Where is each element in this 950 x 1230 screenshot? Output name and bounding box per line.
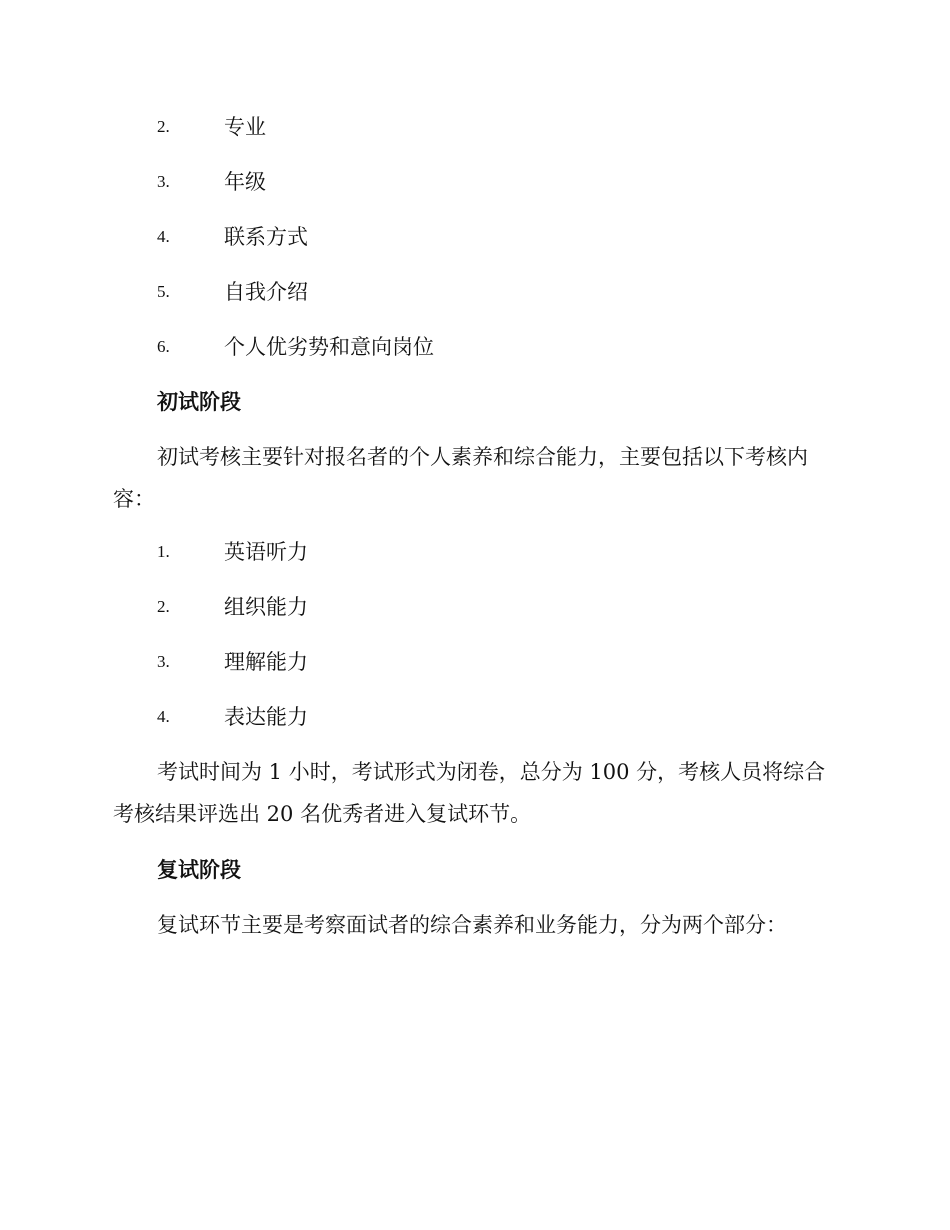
list-number: 6. (157, 337, 170, 356)
exam-summary-paragraph: 考试时间为 1 小时，考试形式为闭卷，总分为 100 分，考核人员将综合考核结果评选出 20 名优秀者进入复试环节。 (113, 760, 826, 826)
list-text: 组织能力 (224, 595, 308, 619)
list-number: 2. (157, 597, 170, 616)
list-text: 英语听力 (224, 540, 308, 564)
section-intro-second-round: 复试环节主要是考察面试者的综合素养和业务能力，分为两个部分： (157, 913, 787, 937)
list-item (0, 277, 950, 307)
list-item (0, 647, 950, 677)
list-number: 3. (157, 172, 170, 191)
list-number: 3. (157, 652, 170, 671)
list-text: 理解能力 (224, 650, 308, 674)
list-item (0, 222, 950, 252)
list-item (0, 702, 950, 732)
list-text: 联系方式 (224, 225, 308, 249)
list-number: 1. (157, 542, 170, 561)
list-text: 表达能力 (224, 705, 308, 729)
list-text: 专业 (224, 115, 266, 139)
list-item (0, 167, 950, 197)
list-text: 年级 (224, 170, 266, 194)
list-number: 4. (157, 227, 170, 246)
list-item (0, 332, 950, 362)
list-item (0, 112, 950, 142)
section-heading-second-round: 复试阶段 (157, 857, 241, 882)
list-text: 个人优劣势和意向岗位 (224, 335, 434, 359)
list-item (0, 537, 950, 567)
section-intro-preliminary: 初试考核主要针对报名者的个人素养和综合能力，主要包括以下考核内容： (113, 445, 808, 511)
list-text: 自我介绍 (224, 280, 308, 304)
section-heading-preliminary: 初试阶段 (157, 389, 241, 414)
list-item (0, 592, 950, 622)
list-number: 2. (157, 117, 170, 136)
list-number: 5. (157, 282, 170, 301)
list-number: 4. (157, 707, 170, 726)
